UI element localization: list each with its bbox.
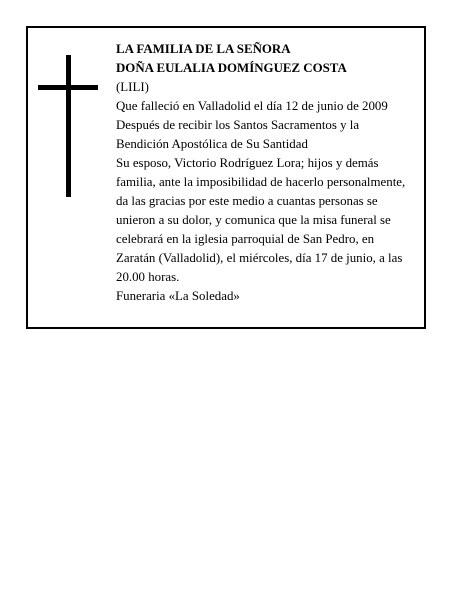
- notice-body-line: unieron a su dolor, y comunica que la misa funeral se: [116, 213, 391, 227]
- notice-body-line: Su esposo, Victorio Rodríguez Lora; hijos y demás: [116, 156, 379, 170]
- notice-body-line: familia, ante la imposibilidad de hacerlo personalmente,: [116, 175, 406, 189]
- notice-body-line: Después de recibir los Santos Sacramentos y la: [116, 118, 360, 132]
- deceased-name: DOÑA EULALIA DOMÍNGUEZ COSTA: [116, 61, 347, 75]
- obituary-notice: [26, 26, 426, 329]
- cross-vertical-bar: [66, 55, 71, 197]
- notice-body-line: Que falleció en Valladolid el día 12 de junio de 2009: [116, 99, 388, 113]
- notice-body-line: da las gracias por este medio a cuantas personas se: [116, 194, 378, 208]
- notice-body-line: 20.00 horas.: [116, 270, 180, 284]
- notice-body-line: celebrará en la iglesia parroquial de San Pedro, en: [116, 232, 375, 246]
- notice-text: [116, 40, 422, 306]
- funeral-home: Funeraria «La Soledad»: [116, 289, 240, 303]
- family-heading: LA FAMILIA DE LA SEÑORA: [116, 42, 291, 56]
- cross-horizontal-bar: [38, 85, 98, 90]
- latin-cross-icon: [38, 55, 98, 197]
- notice-body-line: Bendición Apostólica de Su Santidad: [116, 137, 308, 151]
- deceased-nickname: (LILI): [116, 80, 149, 94]
- notice-body-line: Zaratán (Valladolid), el miércoles, día 17 de junio, a las: [116, 251, 403, 265]
